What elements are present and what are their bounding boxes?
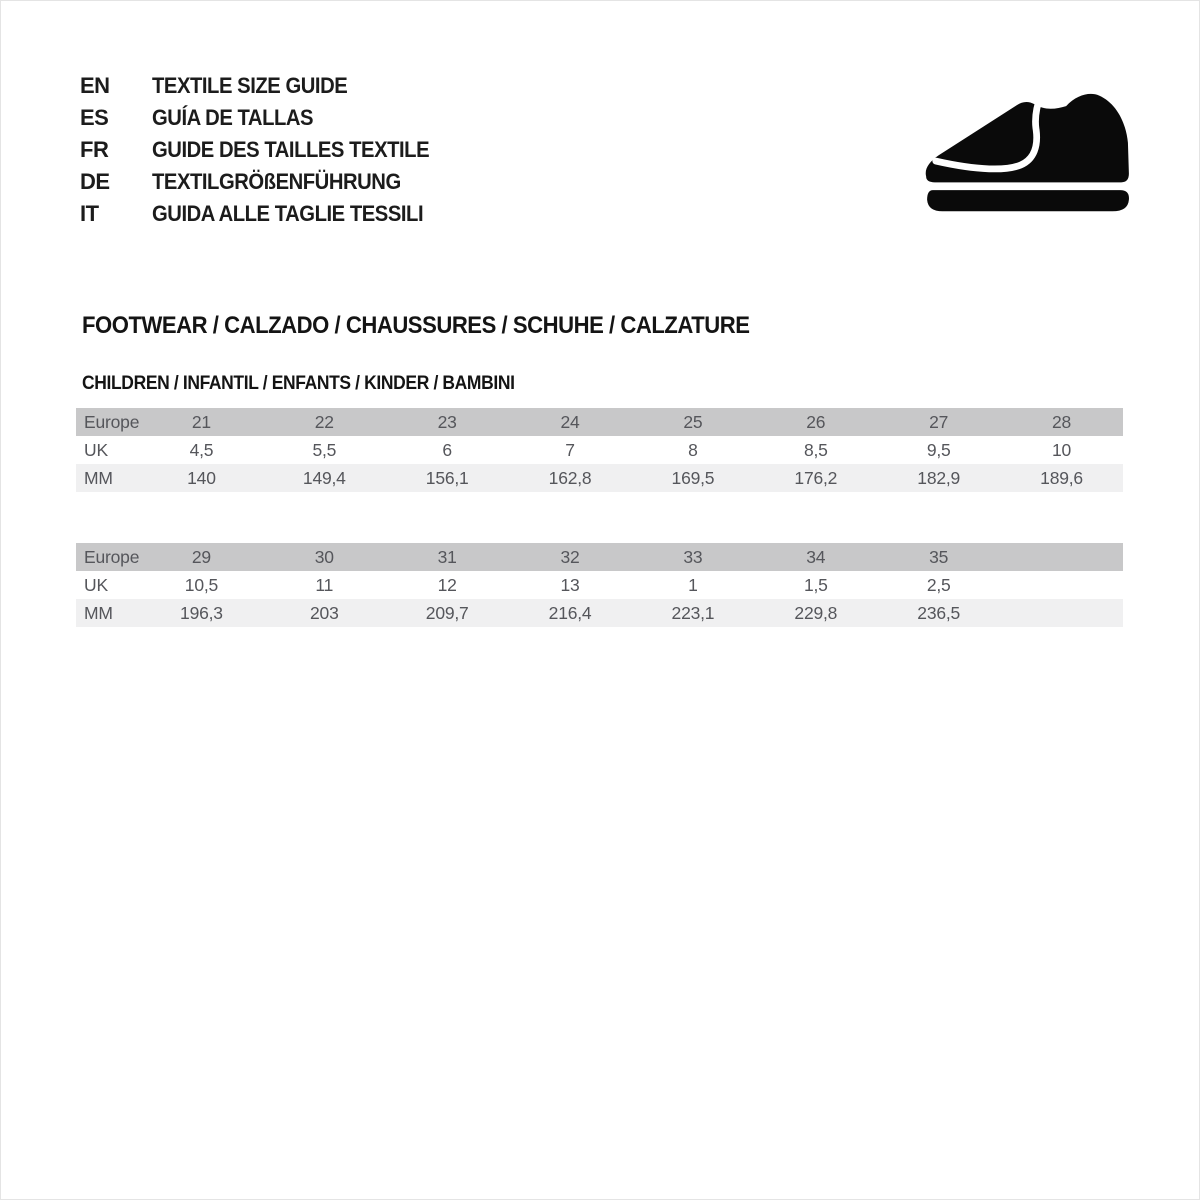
language-code: DE: [80, 169, 110, 194]
language-code: EN: [80, 73, 110, 98]
size-value-cell: 169,5: [671, 467, 715, 488]
language-title: GUÍA DE TALLAS: [152, 105, 314, 130]
size-value-cell: 209,7: [425, 602, 469, 623]
section-title-footwear: FOOTWEAR / CALZADO / CHAUSSURES / SCHUHE / CALZATURE: [82, 312, 750, 339]
size-value-cell: 229,8: [794, 602, 838, 623]
language-title: GUIDA ALLE TAGLIE TESSILI: [152, 201, 424, 226]
language-row: [80, 166, 453, 198]
table-row-uk: [76, 571, 1123, 599]
language-title: GUIDE DES TAILLES TEXTILE: [152, 137, 430, 162]
size-value-cell: 33: [683, 546, 703, 567]
size-value-cell: 8: [688, 439, 698, 460]
size-value-cell: 10: [1052, 439, 1072, 460]
size-value-cell: 6: [442, 439, 452, 460]
size-value-cell: 1,5: [803, 574, 828, 595]
size-value-cell: 8,5: [803, 439, 828, 460]
size-value-cell: 35: [929, 546, 949, 567]
size-value-cell: 149,4: [302, 467, 346, 488]
size-value-cell: 23: [437, 411, 457, 432]
language-title-list: [80, 70, 453, 230]
row-label: UK: [84, 439, 108, 460]
row-label: Europe: [84, 546, 140, 567]
language-code: IT: [80, 201, 99, 226]
size-value-cell: 196,3: [180, 602, 223, 623]
table-row-uk: [76, 436, 1123, 464]
language-row: [80, 198, 453, 230]
size-value-cell: 24: [560, 411, 580, 432]
table-row-mm: [76, 599, 1123, 627]
size-value-cell: 1: [688, 574, 698, 595]
shoe-upper-shape: [926, 94, 1129, 183]
language-row: [80, 102, 453, 134]
size-value-cell: 4,5: [189, 439, 214, 460]
size-value-cell: 12: [437, 574, 457, 595]
size-value-cell: 25: [683, 411, 703, 432]
size-value-cell: 216,4: [548, 602, 592, 623]
size-value-cell: 5,5: [312, 439, 337, 460]
size-value-cell: 140: [187, 467, 216, 488]
size-value-cell: 156,1: [425, 467, 469, 488]
children-shoe-icon: [893, 80, 1135, 225]
row-label: UK: [84, 574, 108, 595]
language-row: [80, 134, 453, 166]
size-value-cell: 27: [929, 411, 949, 432]
size-value-cell: 10,5: [184, 574, 219, 595]
size-value-cell: 13: [560, 574, 580, 595]
size-value-cell: 236,5: [917, 602, 961, 623]
size-value-cell: 34: [806, 546, 826, 567]
size-value-cell: 22: [314, 411, 334, 432]
language-title: TEXTILE SIZE GUIDE: [152, 73, 348, 98]
size-value-cell: 2,5: [926, 574, 951, 595]
row-label: MM: [84, 602, 113, 623]
size-value-cell: 176,2: [794, 467, 838, 488]
shoe-sole-shape: [927, 190, 1129, 211]
language-code: FR: [80, 137, 109, 162]
size-value-cell: 31: [437, 546, 457, 567]
size-value-cell: 29: [191, 546, 211, 567]
size-value-cell: 223,1: [671, 602, 715, 623]
size-value-cell: 203: [310, 602, 339, 623]
size-value-cell: 30: [314, 546, 334, 567]
row-label: Europe: [84, 411, 140, 432]
row-label: MM: [84, 467, 113, 488]
size-value-cell: 162,8: [548, 467, 592, 488]
table-row-europe: [76, 408, 1123, 436]
language-title: TEXTILGRÖßENFÜHRUNG: [152, 169, 401, 194]
size-value-cell: 7: [565, 439, 575, 460]
size-value-cell: 189,6: [1040, 467, 1083, 488]
size-value-cell: 32: [560, 546, 580, 567]
size-table-1: [76, 408, 1123, 492]
size-value-cell: 26: [806, 411, 826, 432]
size-table-2: [76, 543, 1123, 627]
language-row: [80, 70, 453, 102]
subsection-title-children: CHILDREN / INFANTIL / ENFANTS / KINDER / BAMBINI: [82, 373, 515, 394]
size-value-cell: 28: [1052, 411, 1072, 432]
size-value-cell: 21: [191, 411, 211, 432]
table-row-mm: [76, 464, 1123, 492]
language-code: ES: [80, 105, 109, 130]
size-value-cell: 9,5: [926, 439, 951, 460]
table-row-europe: [76, 543, 1123, 571]
size-value-cell: 182,9: [917, 467, 961, 488]
size-value-cell: 11: [315, 574, 334, 595]
